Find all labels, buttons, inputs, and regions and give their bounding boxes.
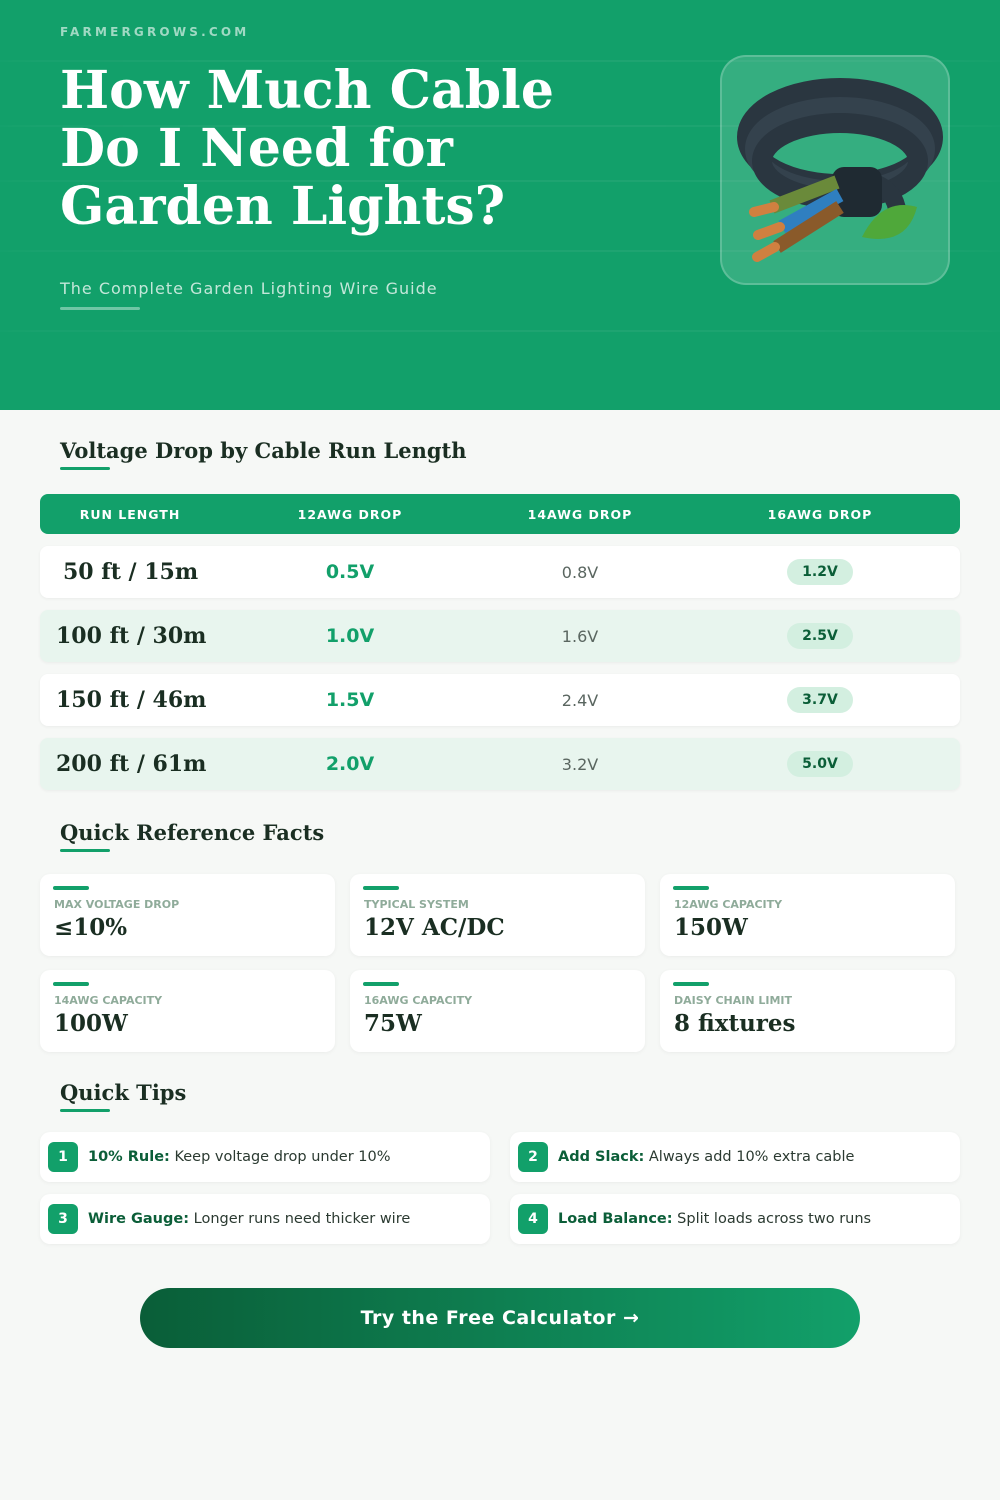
drop-14awg: 2.4V <box>561 690 599 710</box>
free-calculator-button[interactable]: Try the Free Calculator → <box>140 1288 860 1348</box>
run-length: 150 ft / 46m <box>56 687 207 713</box>
fact-card <box>40 874 335 956</box>
tips-heading: Quick Tips <box>60 1080 187 1105</box>
drop-12awg: 2.0V <box>325 753 375 775</box>
table-row <box>40 674 960 726</box>
tip-title: Wire Gauge: <box>88 1211 190 1227</box>
subtitle-underline <box>60 307 140 310</box>
hero-banner <box>0 0 1000 410</box>
tip-title: 10% Rule: <box>88 1149 170 1165</box>
cable-coil-icon <box>722 57 952 287</box>
tip-number: 1 <box>48 1142 78 1172</box>
fact-card <box>350 970 645 1052</box>
fact-value: 150W <box>674 914 748 941</box>
drop-16awg-badge: 1.2V <box>787 559 853 585</box>
fact-value: 12V AC/DC <box>364 914 505 941</box>
run-length: 50 ft / 15m <box>63 559 199 585</box>
tip-number: 4 <box>518 1204 548 1234</box>
table-header <box>40 494 960 534</box>
fact-label: 12AWG CAPACITY <box>674 898 783 911</box>
tip-text: Keep voltage drop under 10% <box>169 1149 391 1165</box>
heading-underline <box>60 1109 110 1112</box>
heading-underline <box>60 849 110 852</box>
fact-label: MAX VOLTAGE DROP <box>54 898 180 911</box>
drop-12awg: 0.5V <box>325 561 375 583</box>
drop-14awg: 3.2V <box>561 754 599 774</box>
fact-value: ≤10% <box>54 914 128 941</box>
fact-label: TYPICAL SYSTEM <box>364 898 469 911</box>
tip-item <box>40 1132 490 1182</box>
cable-illustration <box>720 55 950 285</box>
fact-label: 16AWG CAPACITY <box>364 994 473 1007</box>
tip-number: 3 <box>48 1204 78 1234</box>
fact-card <box>660 874 955 956</box>
run-length: 100 ft / 30m <box>56 623 207 649</box>
table-row <box>40 610 960 662</box>
tip-title: Add Slack: <box>558 1149 645 1165</box>
voltage-table-heading: Voltage Drop by Cable Run Length <box>60 438 467 463</box>
page-title: How Much Cable Do I Need for Garden Lights? <box>60 60 554 237</box>
tip-text: Longer runs need thicker wire <box>189 1211 411 1227</box>
tip-item <box>510 1194 960 1244</box>
drop-14awg: 0.8V <box>561 562 599 582</box>
tip-text: Split loads across two runs <box>672 1211 872 1227</box>
drop-14awg: 1.6V <box>561 626 599 646</box>
drop-16awg-badge: 2.5V <box>787 623 853 649</box>
drop-16awg-badge: 3.7V <box>787 687 853 713</box>
fact-value: 8 fixtures <box>674 1010 796 1037</box>
facts-heading: Quick Reference Facts <box>60 820 325 845</box>
table-row <box>40 546 960 598</box>
drop-16awg-badge: 5.0V <box>787 751 853 777</box>
drop-12awg: 1.0V <box>325 625 375 647</box>
col-16awg: 16AWG DROP <box>767 506 873 522</box>
site-name: FARMERGROWS.COM <box>60 25 250 39</box>
run-length: 200 ft / 61m <box>56 751 207 777</box>
col-run-length: RUN LENGTH <box>79 506 181 522</box>
page-subtitle: The Complete Garden Lighting Wire Guide <box>60 279 438 298</box>
heading-underline <box>60 467 110 470</box>
fact-card <box>350 874 645 956</box>
fact-card <box>660 970 955 1052</box>
tip-title: Load Balance: <box>558 1211 673 1227</box>
fact-value: 100W <box>54 1010 128 1037</box>
fact-value: 75W <box>364 1010 422 1037</box>
fact-card <box>40 970 335 1052</box>
fact-label: 14AWG CAPACITY <box>54 994 163 1007</box>
col-14awg: 14AWG DROP <box>527 506 633 522</box>
table-row <box>40 738 960 790</box>
col-12awg: 12AWG DROP <box>297 506 403 522</box>
tip-number: 2 <box>518 1142 548 1172</box>
drop-12awg: 1.5V <box>325 689 375 711</box>
tip-item <box>510 1132 960 1182</box>
tip-text: Always add 10% extra cable <box>644 1149 855 1165</box>
fact-label: DAISY CHAIN LIMIT <box>674 994 793 1007</box>
tip-item <box>40 1194 490 1244</box>
